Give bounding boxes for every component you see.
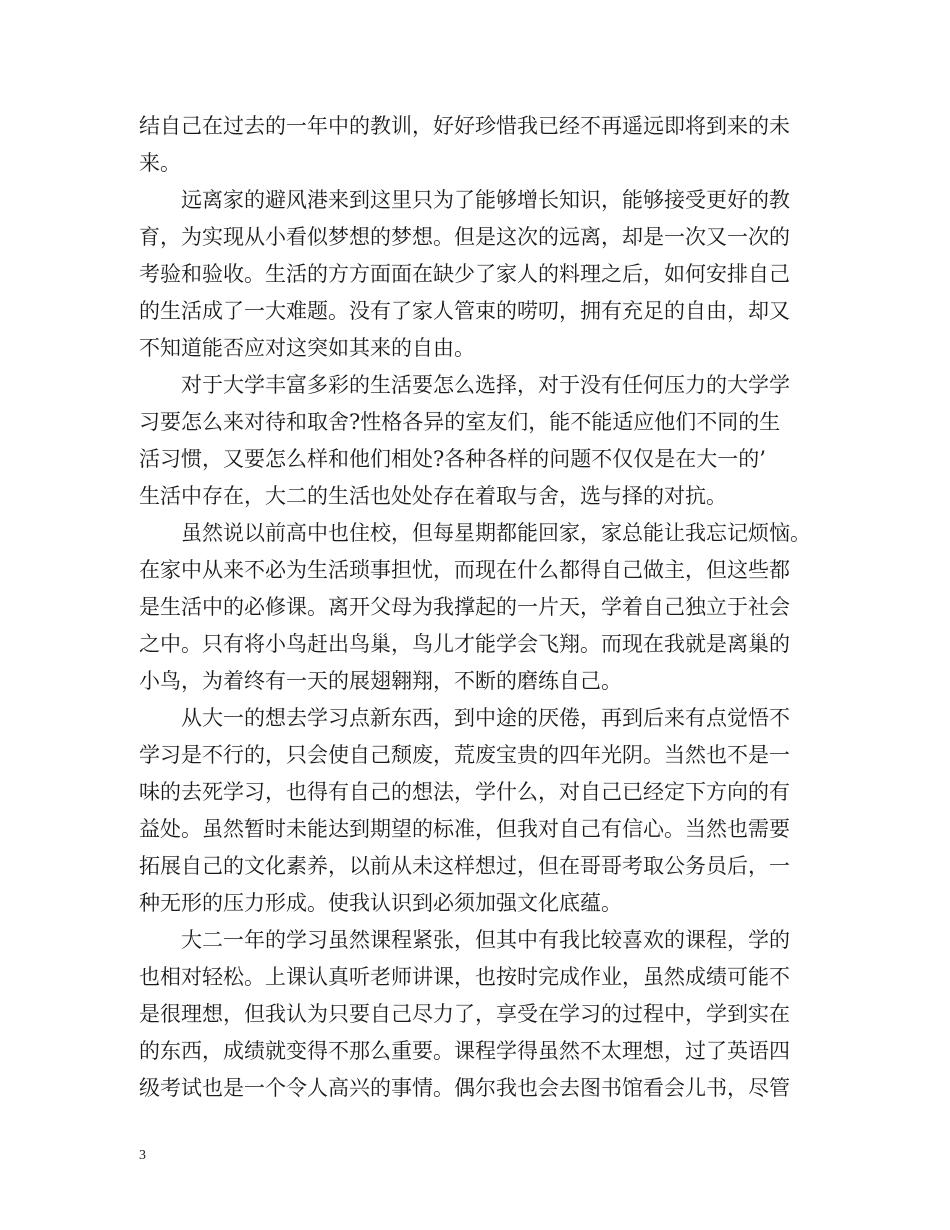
text-line: 对于大学丰富多彩的生活要怎么选择，对于没有任何压力的大学学 <box>181 373 790 397</box>
text-line: 生活中存在，大二的生活也处处存在着取与舍，选与择的对抗。 <box>139 484 727 508</box>
text-line: 结自己在过去的一年中的教训，好好珍惜我已经不再遥远即将到来的未 <box>139 114 790 138</box>
text-line: 学习是不行的，只会使自己颓废，荒废宝贵的四年光阴。当然也不是一 <box>139 743 790 767</box>
text-line: 远离家的避风港来到这里只为了能够增长知识，能够接受更好的教 <box>181 188 790 212</box>
text-line: 拓展自己的文化素养，以前从未这样想过，但在哥哥考取公务员后，一 <box>139 854 790 878</box>
text-line: 在家中从来不必为生活琐事担忧，而现在什么都得自己做主，但这些都 <box>139 558 790 582</box>
text-line: 考验和验收。生活的方方面面在缺少了家人的料理之后，如何安排自己 <box>139 262 790 286</box>
text-line: 的东西，成绩就变得不那么重要。课程学得虽然不太理想，过了英语四 <box>139 1039 790 1063</box>
text-line: 小鸟，为着终有一天的展翅翱翔，不断的磨练自己。 <box>139 669 622 693</box>
text-line: 之中。只有将小鸟赶出鸟巢，鸟儿才能学会飞翔。而现在我就是离巢的 <box>139 632 790 656</box>
text-line: 级考试也是一个令人高兴的事情。偶尔我也会去图书馆看会儿书，尽管 <box>139 1076 790 1100</box>
text-line: 虽然说以前高中也住校，但每星期都能回家，家总能让我忘记烦恼。 <box>181 521 811 545</box>
text-line: 是生活中的必修课。离开父母为我撑起的一片天，学着自己独立于社会 <box>139 595 790 619</box>
text-line: 习要怎么来对待和取舍?性格各异的室友们，能不能适应他们不同的生 <box>139 410 781 434</box>
page-number: 3 <box>139 1148 146 1163</box>
text-line: 也相对轻松。上课认真听老师讲课，也按时完成作业，虽然成绩可能不 <box>139 965 790 989</box>
text-line: 不知道能否应对这突如其来的自由。 <box>139 336 475 360</box>
text-line: 味的去死学习，也得有自己的想法，学什么，对自己已经定下方向的有 <box>139 780 790 804</box>
document-body <box>139 108 819 1107</box>
text-line: 从大一的想去学习点新东西，到中途的厌倦，再到后来有点觉悟不 <box>181 706 790 730</box>
text-line: 来。 <box>139 151 181 175</box>
text-line: 是很理想，但我认为只要自己尽力了，享受在学习的过程中，学到实在 <box>139 1002 790 1026</box>
text-line: 的生活成了一大难题。没有了家人管束的唠叨，拥有充足的自由，却又 <box>139 299 790 323</box>
text-line: 育，为实现从小看似梦想的梦想。但是这次的远离，却是一次又一次的 <box>139 225 790 249</box>
text-line: 种无形的压力形成。使我认识到必须加强文化底蕴。 <box>139 891 622 915</box>
text-line: 活习惯，又要怎么样和他们相处?各种各样的问题不仅仅是在大一的’ <box>139 447 766 471</box>
text-line: 益处。虽然暂时未能达到期望的标准，但我对自己有信心。当然也需要 <box>139 817 790 841</box>
text-line: 大二一年的学习虽然课程紧张，但其中有我比较喜欢的课程，学的 <box>181 928 790 952</box>
